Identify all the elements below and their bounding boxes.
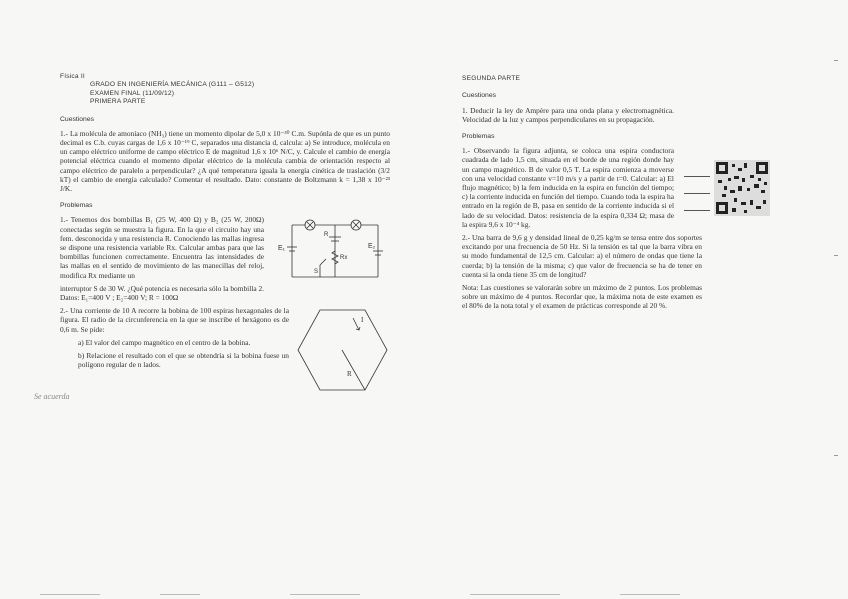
leader-line-2 — [684, 193, 710, 194]
circuit-diagram — [270, 217, 390, 289]
problem-2-statement: 2.- Una corriente de 10 A recorre la bobina de 100 espiras hexagonales de la figura. El radio de la circunferencia en la que se inscribe el hexágono es de 0,6 m. Se pide: — [60, 306, 289, 334]
degree-title: GRADO EN INGENIERÍA MECÁNICA (G111 – G512) — [90, 81, 255, 89]
hexagon-figure — [295, 306, 390, 394]
problem-1-part-b: interruptor S de 30 W. ¿Qué potencia es necesaria sólo la bombilla 2. Datos: E₁=400 V ; E₂=400 V; R = 100Ω — [60, 283, 265, 303]
scan-edge-2 — [160, 594, 200, 595]
subject-title: Física II — [60, 73, 85, 80]
problem-1-part-a: 1.- Tenemos dos bombillas B₁ (25 W, 400 Ω) y B₂ (25 W, 200Ω) conectadas según se muestra la figura. En la que el circuito hay una fem. desconocida y una resistencia R. Conociendo las mallas ingresa se dispone una resistencia variable Rx. Calcular ambas para que las bombillas funcionen correctamente. Encuentra las intensidades de las mallas en el sentido de movimiento de las manecillas del reloj, modifica Rx mediante un — [60, 215, 264, 280]
leader-line-1 — [684, 176, 710, 177]
exam-date: EXAMEN FINAL (11/09/12) — [90, 89, 175, 97]
magnetic-field-region-figure — [714, 160, 770, 216]
question-1: 1.- La molécula de amoníaco (NH₃) tiene un momento dipolar de 5,0 x 10⁻³⁰ C.m. Supónla de que es un punto decimal es C.b. cuyas cargas de 1,6 x 10⁻¹⁹ C, separados una distancia d, calcula: a) Se introduce, molécula en un campo eléctrico uniforme de campo eléctrico E de magnitud 1,6 x 10⁶ N/C, y. Calcule el cambio de energía potencial eléctrica cuando el momento dipolar eléctrico de la molécula cambia de orientación respecto al campo eléctrico de paralelo a perpendicular? ¿A qué temperatura iguala la energía cinética de traslación (3/2 kT) el cambio de energía calculado? Comentar el resultado. Dato: constante de Boltzmann k = 1,38 x 10⁻²³ J/K. — [60, 128, 390, 194]
grading-note: Nota: Las cuestiones se valorarán sobre un máximo de 2 puntos. Los problemas sobre un máximo de 4 puntos. Recordar que, la máxima nota de este examen es el 80% de la nota total y el examen de prácticas corresponde al 20 %. — [462, 283, 702, 311]
second-part-header: SEGUNDA PARTE — [462, 75, 521, 82]
right-problem-2: 2.- Una barra de 9,6 g y densidad lineal de 0,25 kg/m se tensa entre dos soportes excitando por una frecuencia de 50 Hz. Si la tensión es tal que la barra vibra en su modo fundamental de 12,5 cm. Calcular: a) el número de ondas que tiene la cuerda; b) la tensión de la misma; c) que valor de frecuencia se ha de tener en cuenta si la onda tiene 35 cm de longitud? — [462, 233, 702, 279]
circuit-figure — [270, 217, 390, 289]
label-e2: E₂ — [368, 243, 376, 251]
scan-edge-1 — [40, 594, 100, 595]
label-s: S — [314, 269, 319, 276]
problem-2-item-b: b) Relacione el resultado con el que se obtendría si la bobina fuese un polígono regular de n lados. — [78, 351, 289, 370]
label-radius: R — [347, 370, 352, 379]
first-part-column — [60, 73, 390, 394]
part-title: PRIMERA PARTE — [90, 98, 146, 106]
second-part-column — [462, 75, 702, 315]
scan-edge-5 — [620, 594, 680, 595]
right-cuestiones-heading: Cuestiones — [462, 92, 497, 100]
margin-mark-3 — [834, 455, 838, 456]
leader-line-3 — [684, 210, 710, 211]
hexagon-coil-diagram — [295, 306, 390, 394]
problemas-heading: Problemas — [60, 202, 93, 210]
label-current: I — [361, 316, 364, 325]
handwritten-note: Se acuerda — [34, 392, 70, 401]
cuestiones-heading: Cuestiones — [60, 115, 95, 123]
margin-mark-2 — [834, 255, 838, 256]
right-problem-1: 1.- Observando la figura adjunta, se coloca una espira conductora cuadrada de lado 1,5 cm, situada en el borde de una región donde hay un campo magnético. B de valor 0,5 T. La espira comienza a moverse con una velocidad constante v=10 m/s y a partir de t=0. Calcular: a) El flujo magnético; b) la fem inducida en la espira en función del tiempo; c) la corriente inducida en función del tiempo. Cuando toda la espira ha entrado en la región de B, pasa en sentido de la corriente inducida si el lado de su velocidad. Datos: resistencia de la espira 0,334 Ω; masa de la espira 9,6 x 10⁻⁴ kg. — [462, 146, 674, 229]
right-question-1: 1. Deducir la ley de Ampère para una onda plana y electromagnética. Velocidad de la luz y campos perpendiculares en su propagación. — [462, 105, 674, 124]
right-problemas-heading: Problemas — [462, 133, 495, 141]
exam-header — [60, 73, 390, 107]
label-rx: Rx — [340, 255, 348, 262]
margin-mark-1 — [834, 60, 838, 61]
problem-2-item-a: a) El valor del campo magnético en el centro de la bobina. — [78, 337, 251, 347]
scan-edge-3 — [290, 594, 360, 595]
label-e1: E₁ — [278, 245, 286, 253]
scan-edge-4 — [470, 594, 560, 595]
label-r: R — [324, 232, 329, 239]
